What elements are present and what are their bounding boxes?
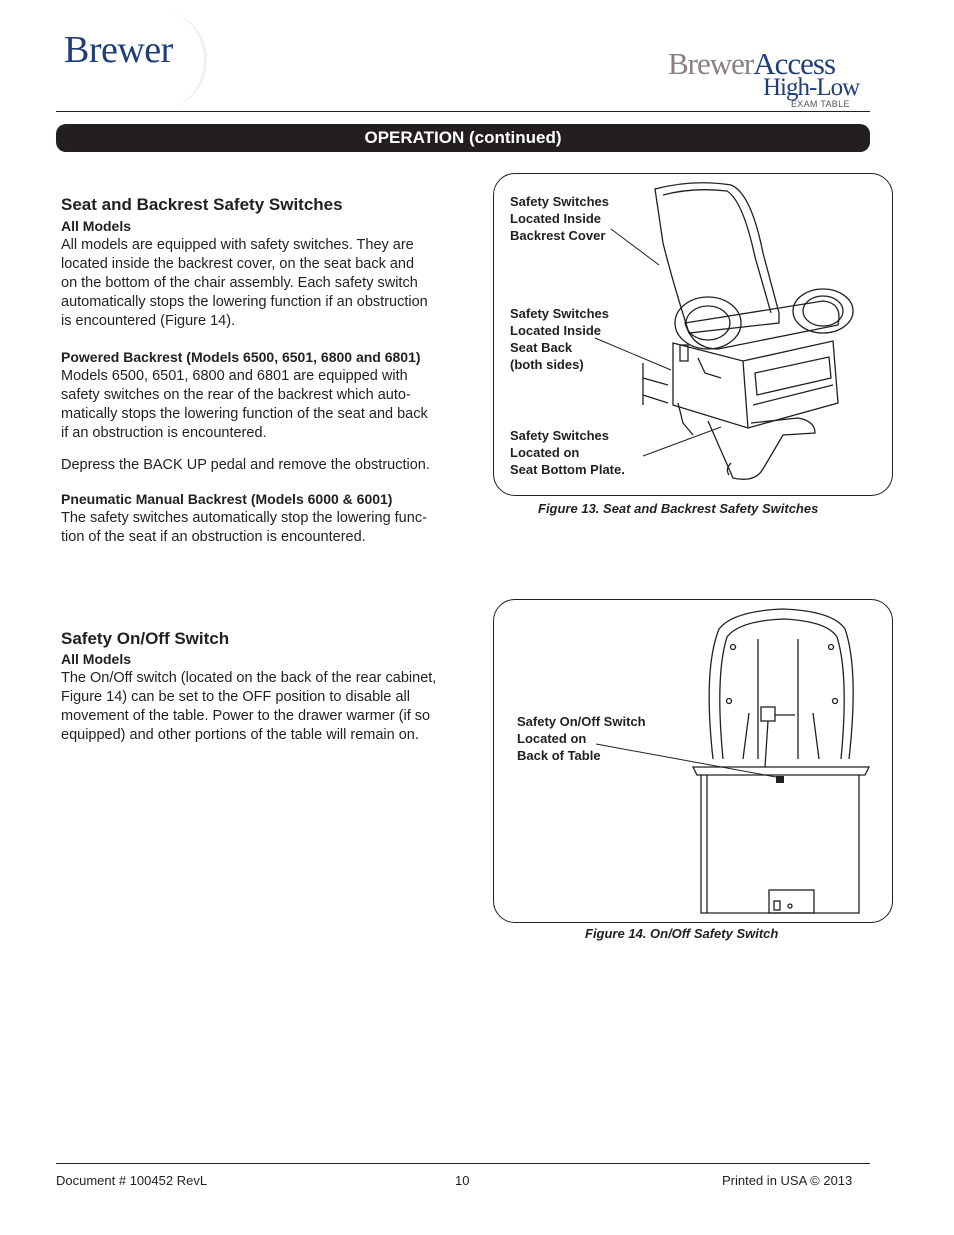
header-rule [56, 111, 870, 112]
paragraph-all-models [61, 236, 428, 331]
callout-line: Safety Switches [510, 428, 609, 443]
callout-seat-bottom [510, 427, 625, 478]
text-line: Models 6500, 6501, 6800 and 6801 are equipped with [61, 368, 408, 384]
subheading-all-models-2: All Models [61, 651, 132, 667]
page-number: 10 [455, 1173, 470, 1188]
callout-line: Seat Back [510, 340, 573, 355]
text-line: movement of the table. Power to the drawer warmer (if so [61, 708, 431, 724]
brewer-logo: Brewer [64, 29, 173, 71]
logo-access-word: Access [753, 46, 836, 81]
callout-line: (both sides) [510, 357, 584, 372]
callout-seat-back [510, 305, 609, 373]
paragraph-back-up: Depress the BACK UP pedal and remove the obstruction. [61, 457, 430, 473]
subheading-all-models: All Models [61, 218, 132, 234]
callout-line: Seat Bottom Plate. [510, 462, 625, 477]
logo-exam-table: EXAM TABLE [791, 99, 850, 109]
text-line: matically stops the lowering function of the seat and back [61, 406, 428, 422]
text-line: equipped) and other portions of the table will remain on. [61, 727, 419, 743]
text-line: Figure 14) can be set to the OFF position to disable all [61, 689, 410, 705]
footer-rule [56, 1163, 870, 1164]
text-line: The safety switches automatically stop the lowering func- [61, 510, 427, 526]
section-title-seat-backrest: Seat and Backrest Safety Switches [61, 195, 343, 214]
logo-brewer-word: Brewer [668, 46, 754, 81]
callout-line: Located Inside [510, 211, 602, 226]
text-line: All models are equipped with safety switches. They are [61, 237, 414, 253]
text-line: tion of the seat if an obstruction is encountered. [61, 529, 366, 545]
section-banner: OPERATION (continued) [56, 124, 870, 152]
footer-copyright: Printed in USA © 2013 [722, 1173, 853, 1188]
callout-line: Located Inside [510, 323, 602, 338]
callout-line: Safety Switches [510, 194, 609, 209]
subheading-powered-backrest: Powered Backrest (Models 6500, 6501, 6800 and 6801) [61, 349, 421, 365]
text-line: on the bottom of the chair assembly. Each safety switch [61, 275, 418, 291]
callout-on-off-switch [517, 713, 646, 764]
text-line: is encountered (Figure 14). [61, 313, 236, 329]
paragraph-pneumatic [61, 509, 427, 547]
callout-line: Safety On/Off Switch [517, 714, 646, 729]
callout-line: Located on [517, 731, 587, 746]
text-line: The On/Off switch (located on the back of the rear cabinet, [61, 670, 437, 686]
callout-line: Located on [510, 445, 580, 460]
text-line: located inside the backrest cover, on the seat back and [61, 256, 415, 272]
subheading-pneumatic: Pneumatic Manual Backrest (Models 6000 & 6001) [61, 491, 393, 507]
callout-line: Back of Table [517, 748, 601, 763]
callout-line: Safety Switches [510, 306, 609, 321]
text-line: if an obstruction is encountered. [61, 425, 267, 441]
paragraph-powered-backrest [61, 367, 428, 443]
text-line: safety switches on the rear of the backrest which auto- [61, 387, 411, 403]
figure-13-caption: Figure 13. Seat and Backrest Safety Switches [538, 501, 819, 516]
callout-backrest-cover [510, 193, 609, 244]
logo-high-low: High-Low [763, 74, 860, 101]
text-line: automatically stops the lowering function if an obstruction [61, 294, 428, 310]
paragraph-on-off [61, 669, 436, 745]
footer-document-number: Document # 100452 RevL [56, 1173, 208, 1188]
section-title-on-off: Safety On/Off Switch [61, 629, 230, 648]
callout-line: Backrest Cover [510, 228, 606, 243]
figure-14-caption: Figure 14. On/Off Safety Switch [585, 926, 779, 941]
